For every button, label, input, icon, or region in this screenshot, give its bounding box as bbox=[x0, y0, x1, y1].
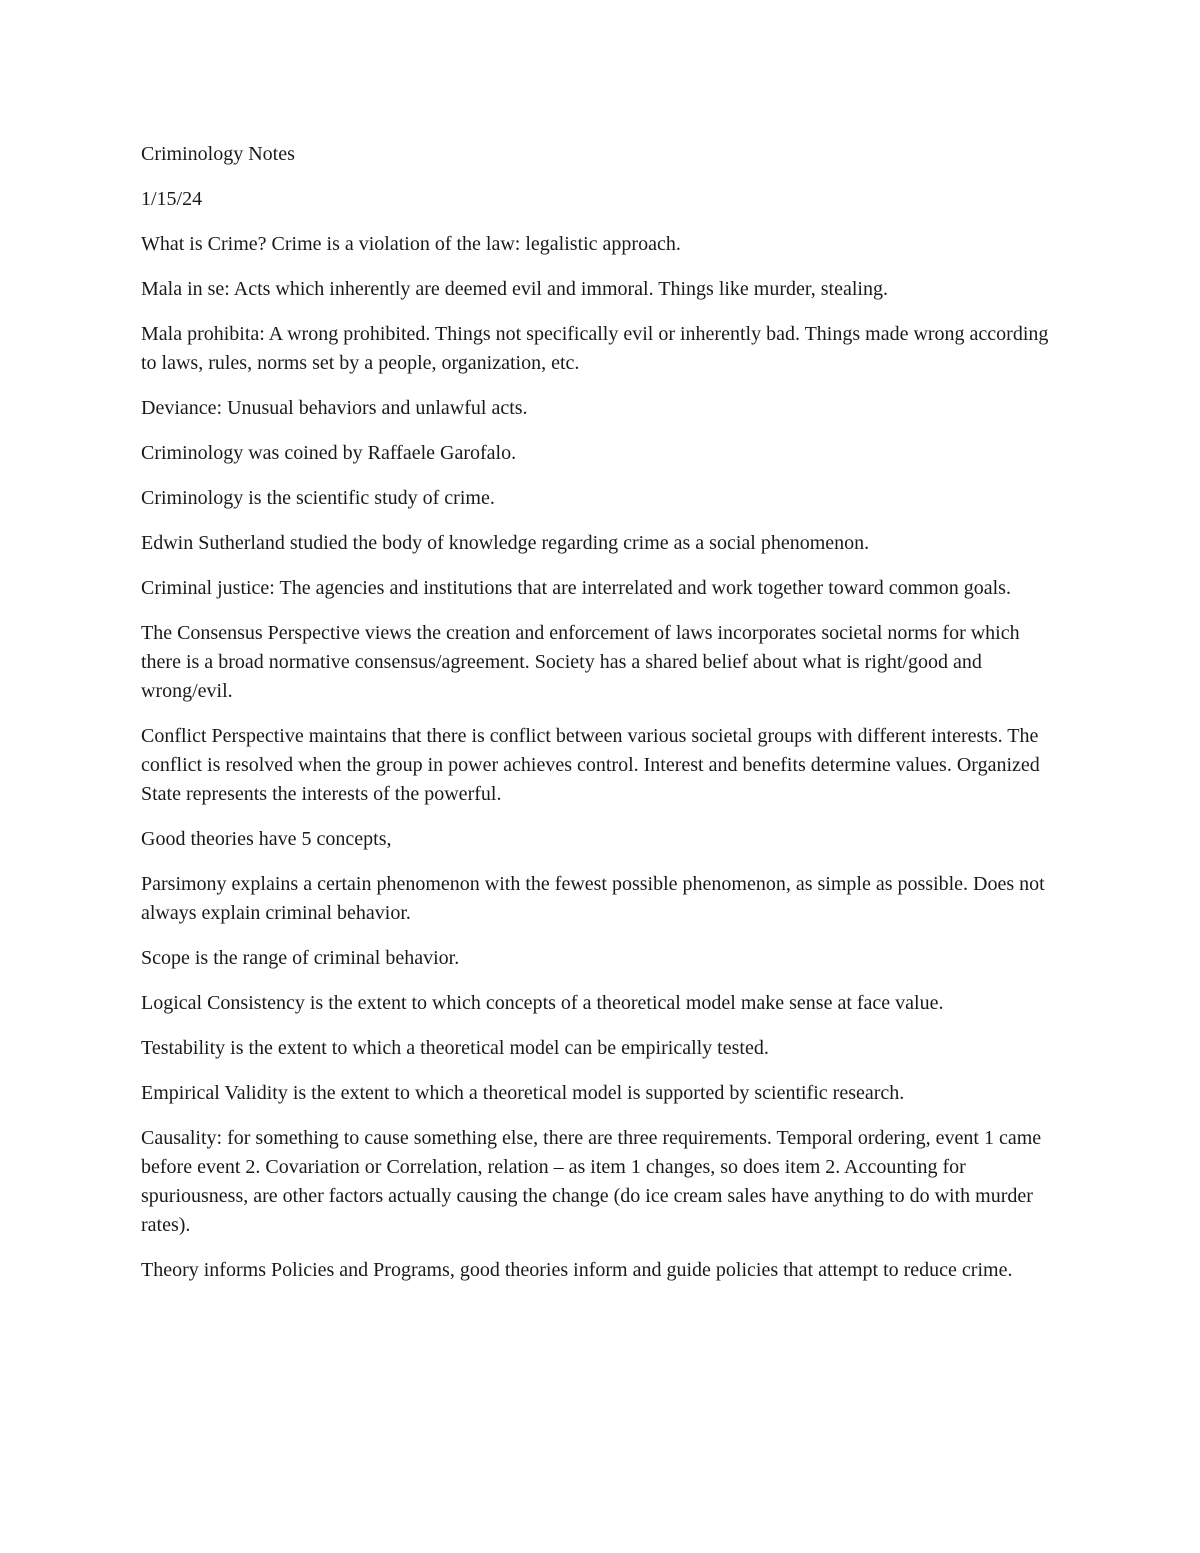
paragraph-testability: Testability is the extent to which a theoretical model can be empirically tested. bbox=[141, 1037, 769, 1059]
paragraph-criminology-coined: Criminology was coined by Raffaele Garofalo. bbox=[141, 442, 517, 464]
document-body bbox=[141, 140, 1061, 1285]
paragraph-causality: Causality: for something to cause something else, there are three requirements. Temporal ordering, event 1 came before event 2. Covariation or Correlation, relation – as item 1 changes, so does item 2. Accounting for spuriousness, are other factors actually causing the change (do ice cream sales have anything to do with murder rates). bbox=[141, 1127, 1042, 1236]
paragraph-what-is-crime: What is Crime? Crime is a violation of the law: legalistic approach. bbox=[141, 233, 681, 255]
paragraph-good-theories: Good theories have 5 concepts, bbox=[141, 828, 392, 850]
paragraph-deviance: Deviance: Unusual behaviors and unlawful acts. bbox=[141, 397, 528, 419]
paragraph-conflict-perspective: Conflict Perspective maintains that there is conflict between various societal groups with different interests. The conflict is resolved when the group in power achieves control. Interest and benefits determine values. Organized State represents the interests of the powerful. bbox=[141, 725, 1040, 805]
paragraph-empirical-validity: Empirical Validity is the extent to which a theoretical model is supported by scientific research. bbox=[141, 1082, 905, 1104]
paragraph-mala-in-se: Mala in se: Acts which inherently are deemed evil and immoral. Things like murder, stealing. bbox=[141, 278, 888, 300]
paragraph-scope: Scope is the range of criminal behavior. bbox=[141, 947, 460, 969]
paragraph-consensus-perspective: The Consensus Perspective views the creation and enforcement of laws incorporates societal norms for which there is a broad normative consensus/agreement. Society has a shared belief about what is right/good and wrong/evil. bbox=[141, 622, 1020, 702]
paragraph-criminology-definition: Criminology is the scientific study of crime. bbox=[141, 487, 495, 509]
paragraph-mala-prohibita: Mala prohibita: A wrong prohibited. Things not specifically evil or inherently bad. Things made wrong according to laws, rules, norms set by a people, organization, etc. bbox=[141, 323, 1049, 374]
paragraph-criminal-justice: Criminal justice: The agencies and institutions that are interrelated and work together toward common goals. bbox=[141, 577, 1011, 599]
document-date: 1/15/24 bbox=[141, 188, 203, 210]
paragraph-logical-consistency: Logical Consistency is the extent to which concepts of a theoretical model make sense at face value. bbox=[141, 992, 944, 1014]
document-title: Criminology Notes bbox=[141, 143, 295, 165]
paragraph-edwin-sutherland: Edwin Sutherland studied the body of knowledge regarding crime as a social phenomenon. bbox=[141, 532, 870, 554]
paragraph-parsimony: Parsimony explains a certain phenomenon with the fewest possible phenomenon, as simple as possible. Does not always explain criminal behavior. bbox=[141, 873, 1045, 924]
paragraph-theory-informs: Theory informs Policies and Programs, good theories inform and guide policies that attempt to reduce crime. bbox=[141, 1259, 1013, 1281]
